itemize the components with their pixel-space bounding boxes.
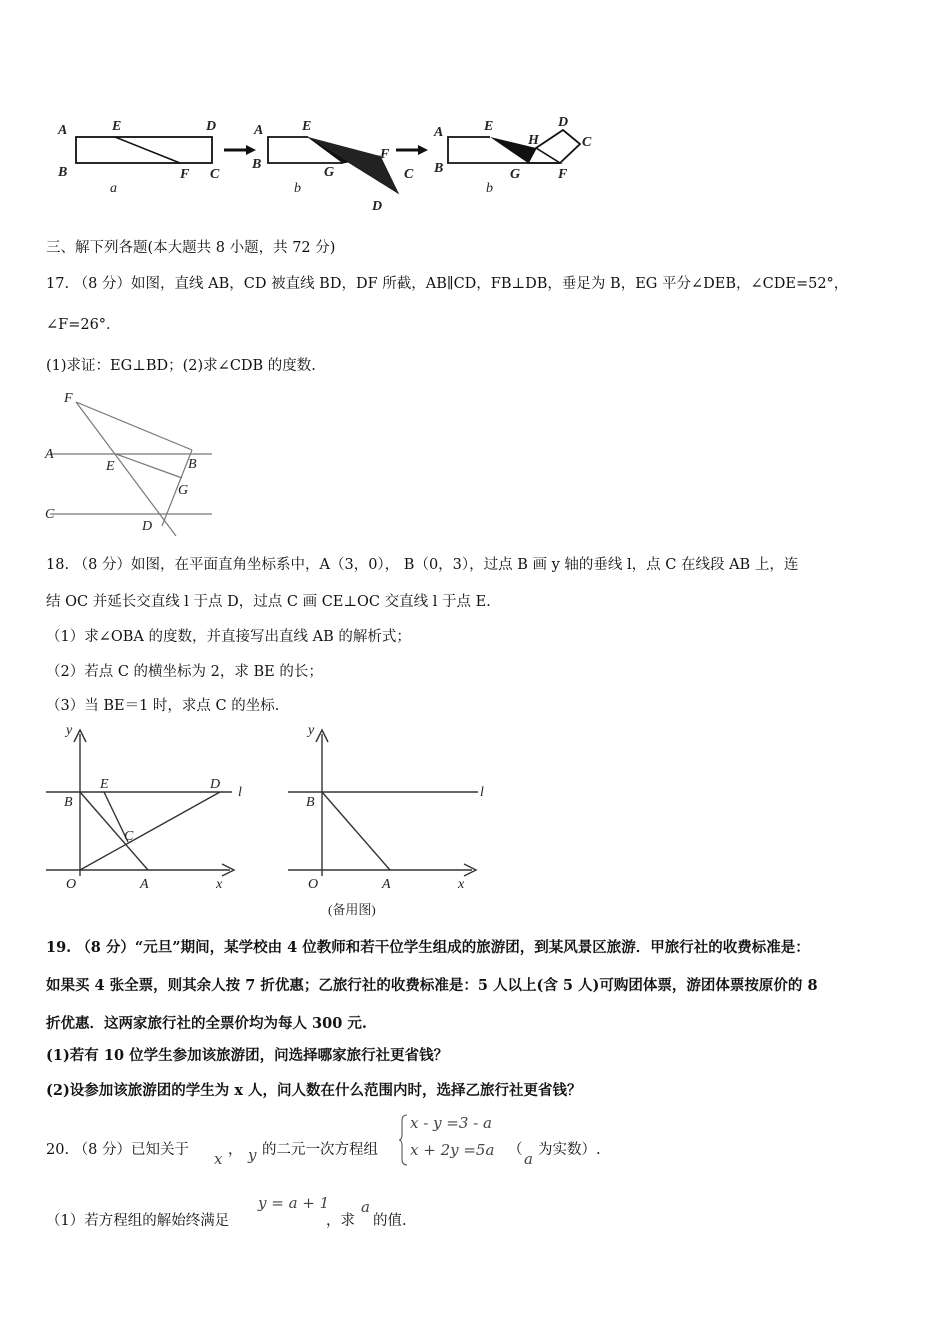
q17-line-1: 17. （8 分）如图，直线 AB，CD 被直线 BD，DF 所截，AB∥CD，FB⊥DB，垂足为 B，EG 平分∠DEB，∠CDE=52°， — [46, 276, 849, 292]
q19-line-2: 如果买 4 张全票，则其余人按 7 折优惠；乙旅行社的收费标准是：5 人以上(含 5 人)可购团体票，游团体票按原价的 8 — [46, 977, 818, 994]
q20-comma: ， — [228, 1142, 243, 1158]
label-F: F — [180, 167, 190, 182]
label-A: A — [254, 123, 264, 138]
q18-figure-2 — [282, 716, 502, 921]
fold-figure-c — [433, 115, 592, 196]
label-C: C — [404, 167, 414, 182]
caption-b: b — [486, 181, 493, 196]
label-B: B — [58, 165, 68, 180]
label-E: E — [302, 119, 312, 134]
caption-a: a — [110, 181, 117, 196]
q20-sub1-expression: y = a + 1 — [258, 1194, 330, 1212]
arrow-icon — [396, 145, 428, 155]
q20-sub1-prefix: （1）若方程组的解始终满足 — [46, 1213, 230, 1229]
label-E: E — [100, 777, 109, 792]
label-H: H — [528, 133, 539, 148]
arrow-icon — [224, 145, 256, 155]
label-A: A — [434, 125, 444, 140]
q20-sub1-suffix: 的值. — [373, 1213, 407, 1229]
label-E: E — [112, 119, 122, 134]
label-A: A — [45, 447, 54, 462]
fold-figure-b — [251, 119, 414, 214]
label-A: A — [382, 877, 391, 892]
label-l: l — [480, 785, 484, 800]
q19-sub-1: (1)若有 10 位学生参加该旅游团，问选择哪家旅行社更省钱？ — [46, 1047, 449, 1064]
q20-equation-2: x + 2y =5a — [410, 1141, 495, 1159]
q20-paren-open: （ — [508, 1142, 523, 1158]
q20-prefix: 20. （8 分）已知关于 — [46, 1142, 190, 1158]
label-E: E — [484, 119, 494, 134]
label-D: D — [558, 115, 569, 130]
q19-line-3: 折优惠．这两家旅行社的全票价均为每人 300 元. — [46, 1015, 367, 1032]
section-header: 三、解下列各题(本大题共 8 小题，共 72 分) — [46, 240, 336, 256]
label-C: C — [124, 829, 134, 844]
label-l: l — [238, 785, 242, 800]
label-D: D — [372, 199, 383, 214]
q18-line-2: 结 OC 并延长交直线 l 于点 D，过点 C 画 CE⊥OC 交直线 l 于点 E. — [46, 594, 491, 610]
backup-figure-caption: (备用图) — [328, 902, 376, 917]
label-B: B — [252, 157, 262, 172]
label-C: C — [210, 167, 220, 182]
equation-brace-icon — [398, 1114, 408, 1166]
label-O: O — [66, 877, 77, 891]
q20-var-a: a — [524, 1150, 533, 1168]
q20-equation-1: x - y =3 - a — [410, 1114, 492, 1132]
q20-suffix: 为实数）. — [538, 1142, 601, 1158]
q18-line-1: 18. （8 分）如图，在平面直角坐标系中，A（3，0）， B（0，3），过点 B 画 y 轴的垂线 l，点 C 在线段 AB 上，连 — [46, 557, 799, 573]
label-E: E — [106, 459, 115, 474]
q19-line-1: 19. （8 分）“元旦”期间，某学校由 4 位教师和若干位学生组成的旅游团，到某风景区旅游．甲旅行社的收费标准是： — [46, 939, 810, 956]
label-F: F — [64, 391, 73, 406]
label-B: B — [306, 795, 315, 810]
label-G: G — [178, 483, 189, 498]
label-B: B — [434, 161, 444, 176]
q20-var-x: x — [214, 1150, 223, 1168]
label-A: A — [58, 123, 68, 138]
label-F: F — [380, 147, 390, 162]
label-B: B — [64, 795, 73, 810]
label-G: G — [510, 167, 521, 182]
label-A: A — [140, 877, 149, 891]
q19-sub-2: (2)设参加该旅游团的学生为 x 人，问人数在什么范围内时，选择乙旅行社更省钱？ — [46, 1082, 582, 1099]
label-D: D — [142, 519, 153, 534]
label-C: C — [582, 135, 592, 150]
label-D: D — [206, 119, 217, 134]
q18-sub-3: （3）当 BE＝1 时，求点 C 的坐标. — [46, 698, 280, 714]
q17-figure — [40, 386, 230, 538]
label-G: G — [324, 165, 335, 180]
label-x: x — [216, 877, 223, 891]
q18-sub-1: （1）求∠OBA 的度数，并直接写出直线 AB 的解析式； — [46, 629, 411, 645]
label-y: y — [66, 723, 73, 738]
q20-mid-text: 的二元一次方程组 — [262, 1142, 378, 1158]
fold-figure-a — [57, 119, 220, 196]
q18-sub-2: （2）若点 C 的横坐标为 2，求 BE 的长； — [46, 664, 323, 680]
label-x: x — [458, 877, 465, 892]
label-F: F — [558, 167, 568, 182]
folding-figure — [40, 110, 610, 220]
q17-line-2: ∠F=26°． — [46, 317, 121, 333]
q18-figure-1 — [40, 716, 260, 891]
caption-b: b — [294, 181, 301, 196]
label-y: y — [308, 723, 315, 738]
q20-var-y: y — [248, 1146, 257, 1164]
label-O: O — [308, 877, 319, 892]
label-B: B — [188, 457, 197, 472]
q20-sub1-var: a — [361, 1198, 370, 1216]
label-D: D — [210, 777, 221, 792]
q17-line-3: (1)求证：EG⊥BD；(2)求∠CDB 的度数. — [46, 358, 316, 374]
q20-sub1-mid: ，求 — [326, 1213, 355, 1229]
label-C: C — [45, 507, 55, 522]
